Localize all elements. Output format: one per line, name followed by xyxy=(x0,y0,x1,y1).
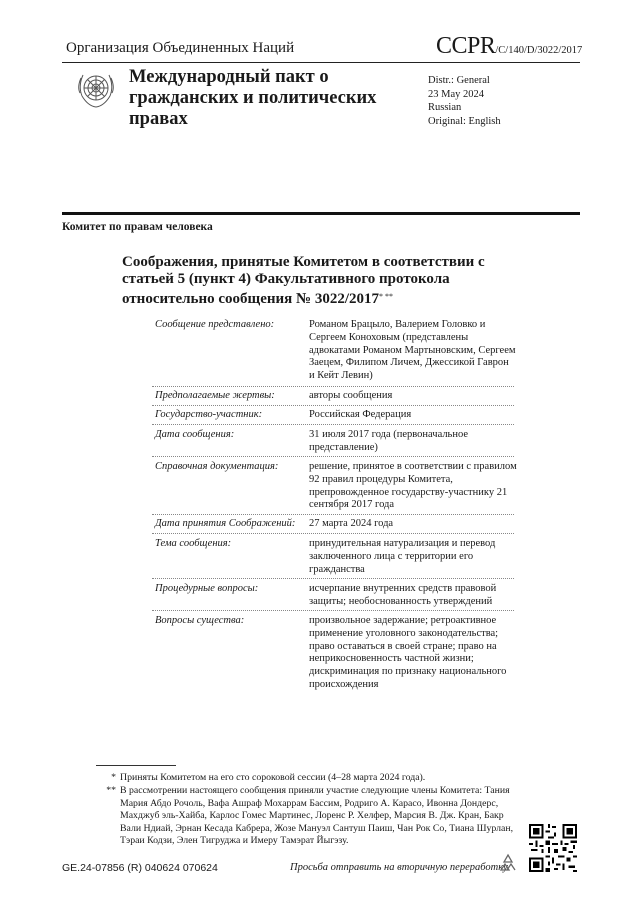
recycle-icon xyxy=(498,853,518,873)
distribution-original: Original: English xyxy=(428,115,501,127)
detail-label: Справочная документация: xyxy=(155,461,279,472)
views-heading-text: Соображения, принятые Комитетом в соответствии с статьей 5 (пункт 4) Факультативного протокола относительно сообщения № 3022/2017 xyxy=(122,254,485,307)
detail-label: Дата принятия Соображений: xyxy=(155,518,296,529)
committee-name: Комитет по правам человека xyxy=(62,221,213,233)
row-separator xyxy=(152,424,514,425)
title-rule xyxy=(62,212,580,215)
detail-value: принудительная натурализация и перевод заключенного лица с территории его гражданства xyxy=(309,538,496,575)
row-separator xyxy=(152,578,514,579)
footnote-text: В рассмотрении настоящего сообщения приняли участие следующие члены Комитета: Тания Мария Абдо Рочоль, Вафа Ашраф Мохаррам Бассим, Родриго А. Карасо, Ивонна Дондерс, Махджуб эль-Хайба, Карлос Гомес Мартинес, Лоренс Р. Хелфер, Марсия В. Дж. Кран, Бакр Вали Ндиай, Эрнан Кесада Кабрера, Жозе Мануэл Сантуш Паиш, Чан Рок Со, Тиана Шурлан, Тэраи Кодзи, Элен Тигруджа и Имеру Тамэрат Йыгэзу. xyxy=(120,785,514,846)
detail-value: Российская Федерация xyxy=(309,409,412,420)
row-separator xyxy=(152,533,514,534)
document-symbol xyxy=(436,33,582,60)
document-code: GE.24-07856 (R) 040624 070624 xyxy=(62,862,218,874)
distribution-date: 23 May 2024 xyxy=(428,88,484,100)
document-title: Международный пакт о гражданских и политических правах xyxy=(129,67,377,129)
row-separator xyxy=(152,405,514,406)
detail-label: Вопросы существа: xyxy=(155,615,245,626)
detail-value: 31 июля 2017 года (первоначальное представление) xyxy=(309,429,469,453)
row-separator xyxy=(152,610,514,611)
detail-value: произвольное задержание; ретроактивное применение уголовного законодательства; право оставаться в своей стране; право на неприкосновенность частной жизни; дискриминация по признаку национального происхождения xyxy=(309,615,507,690)
distribution-language: Russian xyxy=(428,102,462,113)
detail-label: Сообщение представлено: xyxy=(155,319,275,330)
detail-value: исчерпание внутренних средств правовой защиты; необоснованность утверждений xyxy=(309,583,497,607)
footnote-rule xyxy=(96,765,176,766)
document-symbol-number: /C/140/D/3022/2017 xyxy=(495,45,583,56)
footnote-mark: * xyxy=(111,772,116,783)
recycle-note: Просьба отправить на вторичную переработку xyxy=(290,862,508,873)
organization-name: Организация Объединенных Наций xyxy=(66,40,295,56)
detail-label: Предполагаемые жертвы: xyxy=(155,390,275,401)
detail-value: 27 марта 2024 года xyxy=(309,518,394,529)
distribution-line: Distr.: General xyxy=(428,75,490,86)
row-separator xyxy=(152,514,514,515)
detail-value: Романом Брацыло, Валерием Головко и Сергеем Коноховым (представлены адвокатами Романом Мартыновским, Сергеем Заецем, Филипом Личем, Джессикой Гаврон и Кейт Левин) xyxy=(309,319,516,382)
detail-label: Дата сообщения: xyxy=(155,429,235,440)
detail-label: Процедурные вопросы: xyxy=(155,583,259,594)
footnote-text: Приняты Комитетом на его сто сороковой сессии (4–28 марта 2024 года). xyxy=(120,772,426,783)
qr-code-icon xyxy=(527,822,579,874)
un-emblem-icon xyxy=(72,66,120,114)
document-symbol-main: CCPR xyxy=(436,33,496,59)
detail-value: решение, принятое в соответствии с правилом 92 правил процедуры Комитета, препровожденное государству-участнику 21 сентября 2017 года xyxy=(309,461,517,511)
detail-label: Тема сообщения: xyxy=(155,538,232,549)
footnote-mark: ** xyxy=(106,785,116,796)
detail-label: Государство-участник: xyxy=(155,409,263,420)
footnote-marks: * ** xyxy=(379,292,393,301)
row-separator xyxy=(152,386,514,387)
views-heading xyxy=(122,254,502,308)
detail-value: авторы сообщения xyxy=(309,390,393,401)
row-separator xyxy=(152,456,514,457)
header-rule xyxy=(62,62,580,63)
distribution-block xyxy=(428,74,501,128)
